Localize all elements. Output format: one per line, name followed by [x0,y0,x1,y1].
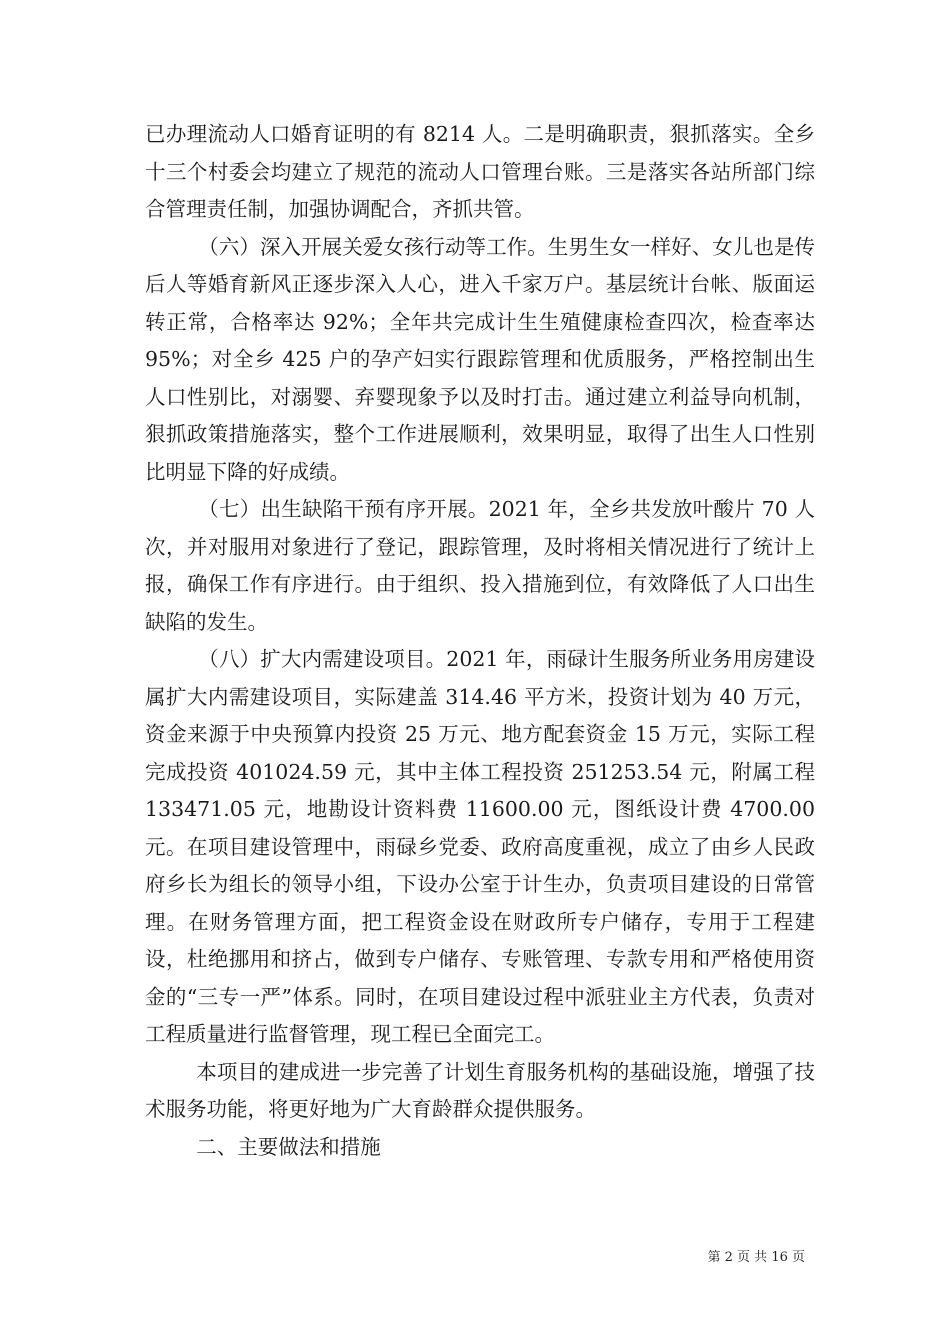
document-body [145,116,815,1166]
section-heading-main-measures: 二、主要做法和措施 [196,1134,381,1159]
page-number-footer: 第 2 页 共 16 页 [707,1250,805,1265]
paragraph-section-6: （六）深入开展关爱女孩行动等工作。生男生女一样好、女儿也是传后人等婚育新风正逐步深入人心，进入千家万户。基层统计台帐、版面运转正常，合格率达 92%；全年共完成计生生殖健康检查四次，检查率达 95%；对全乡 425 户的孕产妇实行跟踪管理和优质服务，严格控制出生人口性别比，对溺婴、弃婴现象予以及时打击。通过建立利益导向机制，狠抓政策措施落实，整个工作进展顺利，效果明显，取得了出生人口性别比明显下降的好成绩。 [145,234,815,484]
paragraph-project-summary: 本项目的建成进一步完善了计划生育服务机构的基础设施，增强了技术服务功能，将更好地为广大育龄群众提供服务。 [145,1059,815,1121]
paragraph-section-8: （八）扩大内需建设项目。2021 年，雨碌计生服务所业务用房建设属扩大内需建设项目，实际建盖 314.46 平方米，投资计划为 40 万元，资金来源于中央预算内投资 25 万元、地方配套资金 15 万元，实际工程完成投资 401024.59 元，其中主体工程投资 251253.54 元，附属工程 133471.05 元，地勘设计资料费 11600.00 元，图纸设计费 4700.00 元。在项目建设管理中，雨碌乡党委、政府高度重视，成立了由乡人民政府乡长为组长的领导小组，下设办公室于计生办，负责项目建设的日常管理。在财务管理方面，把工程资金设在财政所专户储存，专用于工程建设，杜绝挪用和挤占，做到专户储存、专账管理、专款专用和严格使用资金的“三专一严”体系。同时，在项目建设过程中派驻业主方代表，负责对工程质量进行监督管理，现工程已全面完工。 [145,647,815,1046]
paragraph-section-7: （七）出生缺陷干预有序开展。2021 年，全乡共发放叶酸片 70 人次，并对服用对象进行了登记，跟踪管理，及时将相关情况进行了统计上报，确保工作有序进行。由于组织、投入措施到位，有效降低了人口出生缺陷的发生。 [145,497,815,634]
paragraph-continuation: 已办理流动人口婚育证明的有 8214 人。二是明确职责，狠抓落实。全乡十三个村委会均建立了规范的流动人口管理台账。三是落实各站所部门综合管理责任制，加强协调配合，齐抓共管。 [145,122,815,221]
